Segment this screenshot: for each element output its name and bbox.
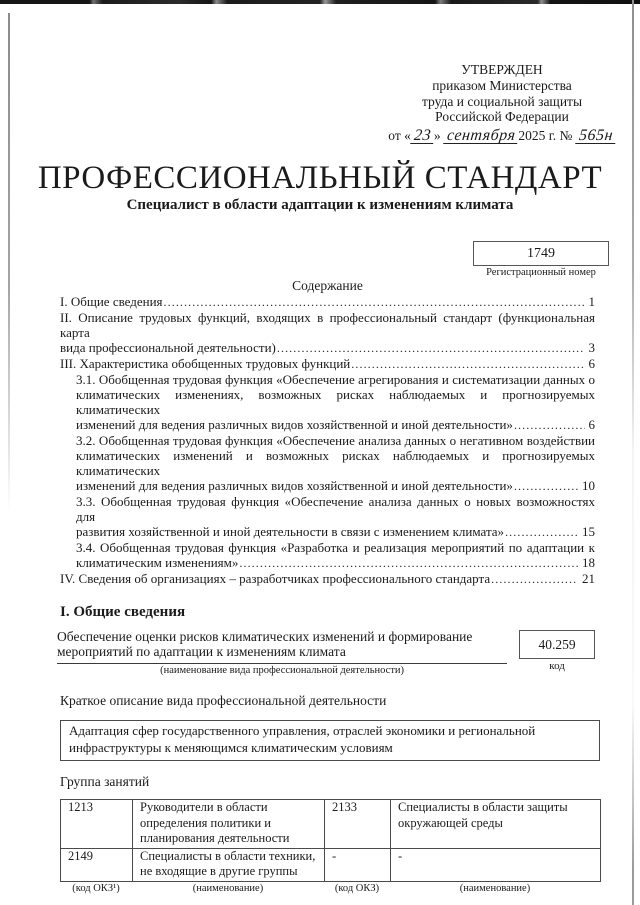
table-footer-caption: (код ОКЗ¹) xyxy=(72,882,120,894)
table-cell-code: 1213 xyxy=(61,800,133,849)
document-subtitle: Специалист в области адаптации к изменениям климата xyxy=(126,197,514,214)
table-cell-name: - xyxy=(391,848,601,881)
toc-dot-leader xyxy=(491,571,578,587)
toc-dot-leader xyxy=(277,340,585,356)
activity-name-text xyxy=(57,630,507,664)
table-footer-captions xyxy=(60,883,600,894)
toc-dot-leader xyxy=(351,356,584,372)
toc-entry: 3.3. Обобщенная трудовая функция «Обеспечение анализа данных о новых возможностях для xyxy=(76,494,595,525)
toc-page-number: 10 xyxy=(582,478,595,494)
toc-page-number: 18 xyxy=(582,555,595,571)
toc-entry-text: климатическим изменениям» xyxy=(76,555,239,571)
scan-artifact-top-edge xyxy=(0,0,640,4)
scan-artifact-right-edge xyxy=(632,0,634,905)
activity-code-box: 40.259 xyxy=(519,630,595,659)
table-footer-caption: (наименование) xyxy=(192,882,264,894)
table-row xyxy=(61,848,601,881)
toc-page-number: 21 xyxy=(582,571,595,587)
toc-entry: 3.4. Обобщенная трудовая функция «Разработка и реализация мероприятий по адаптации к xyxy=(76,540,595,556)
handwritten-day: 23 xyxy=(410,129,435,144)
toc-page-number: 15 xyxy=(582,524,595,540)
registration-block xyxy=(473,241,609,278)
handwritten-order-number: 565н xyxy=(575,129,617,144)
toc-entry-text: IV. Сведения об организациях – разработчиках профессионального стандарта xyxy=(60,571,491,587)
table-cell-name: Руководители в области определения политики и планирования деятельности xyxy=(133,800,325,849)
toc-entry-text: I. Общие сведения xyxy=(60,294,163,310)
table-cell-code: 2133 xyxy=(325,800,391,849)
toc-page-number: 3 xyxy=(588,340,595,356)
toc-entry-text: изменений для ведения различных видов хозяйственной и иной деятельности» xyxy=(76,417,513,433)
toc-dot-leader xyxy=(164,294,585,310)
section-heading-general: I. Общие сведения xyxy=(60,604,186,621)
table-row xyxy=(61,800,601,849)
table-cell-name: Специалисты в области техники, не входящие в другие группы xyxy=(133,848,325,881)
approval-line: приказом Министерства xyxy=(432,77,572,93)
short-description-label: Краткое описание вида профессиональной деятельности xyxy=(60,693,387,709)
activity-name-caption: (наименование вида профессиональной деятельности) xyxy=(160,665,405,677)
toc-entry xyxy=(60,524,595,540)
activity-name-field xyxy=(57,630,507,676)
activity-name-block xyxy=(57,630,595,676)
toc-entry xyxy=(60,356,595,372)
toc-entry xyxy=(60,571,595,587)
toc-entry: 3.1. Обобщенная трудовая функция «Обеспечение агрегирования и систематизации данных о xyxy=(76,372,595,388)
registration-number-box: 1749 xyxy=(473,241,609,266)
short-description-line: Адаптация сфер государственного управления, отраслей экономики и региональной xyxy=(69,723,536,739)
approval-block xyxy=(374,62,630,144)
toc-page-number: 6 xyxy=(588,417,595,433)
toc-entry xyxy=(60,555,595,571)
scan-artifact-left-edge xyxy=(8,13,10,513)
short-description-box xyxy=(60,720,600,761)
date-year: 2025 г. № xyxy=(518,128,573,144)
table-footer-caption: (код ОКЗ) xyxy=(334,882,380,894)
toc-entry xyxy=(60,478,595,494)
table-cell-name: Специалисты в области защиты окружающей среды xyxy=(391,800,601,849)
date-prefix: от « xyxy=(388,128,411,144)
toc-entry: II. Описание трудовых функций, входящих в профессиональный стандарт (функциональная карта xyxy=(60,310,595,341)
toc-entry-text: развития хозяйственной и иной деятельности в связи с изменением климата» xyxy=(76,524,505,540)
toc-dot-leader xyxy=(514,417,585,433)
occupation-group-table xyxy=(60,799,601,882)
toc-entry xyxy=(60,340,595,356)
toc-entry-text: вида профессиональной деятельности) xyxy=(60,340,276,356)
table-cell-code: - xyxy=(325,848,391,881)
table-footer-caption: (наименование) xyxy=(459,882,531,894)
short-description-line: инфраструктуры к меняющимся климатическим условиям xyxy=(69,739,393,755)
toc-entry-text: III. Характеристика обобщенных трудовых функций xyxy=(60,356,351,372)
toc-page-number: 1 xyxy=(588,294,595,310)
table-cell-code: 2149 xyxy=(61,848,133,881)
activity-code-label: код xyxy=(549,660,565,673)
toc-dot-leader xyxy=(239,555,578,571)
toc-page-number: 6 xyxy=(588,356,595,372)
toc-heading: Содержание xyxy=(292,278,363,294)
approval-line: Российской Федерации xyxy=(435,109,569,125)
activity-name-line: мероприятий по адаптации к изменениям климата xyxy=(57,643,346,659)
approval-line: труда и социальной защиты xyxy=(421,93,583,109)
table-of-contents xyxy=(60,278,595,587)
document-title: ПРОФЕССИОНАЛЬНЫЙ СТАНДАРТ xyxy=(37,160,603,197)
approval-title: УТВЕРЖДЕН xyxy=(461,62,543,77)
toc-entry: 3.2. Обобщенная трудовая функция «Обеспечение анализа данных о негативном воздействии xyxy=(76,433,595,449)
activity-code-block xyxy=(519,630,595,672)
occupation-group-label: Группа занятий xyxy=(60,774,150,790)
handwritten-month: сентября xyxy=(443,129,519,144)
toc-entry: климатических изменениях, возможных рисках наблюдаемых и прогнозируемых климатических xyxy=(76,387,595,418)
toc-entry xyxy=(60,417,595,433)
toc-dot-leader xyxy=(505,524,578,540)
toc-entry: климатических изменений и возможных рисках наблюдаемых и прогнозируемых климатических xyxy=(76,448,595,479)
registration-number-label: Регистрационный номер xyxy=(486,267,596,279)
toc-entry xyxy=(60,294,595,310)
approval-date-line xyxy=(374,128,630,144)
date-close-quote: » xyxy=(433,128,441,144)
toc-dot-leader xyxy=(514,478,578,494)
toc-entry-text: изменений для ведения различных видов хозяйственной и иной деятельности» xyxy=(76,478,513,494)
activity-name-line: Обеспечение оценки рисков климатических изменений и формирование xyxy=(57,629,473,645)
